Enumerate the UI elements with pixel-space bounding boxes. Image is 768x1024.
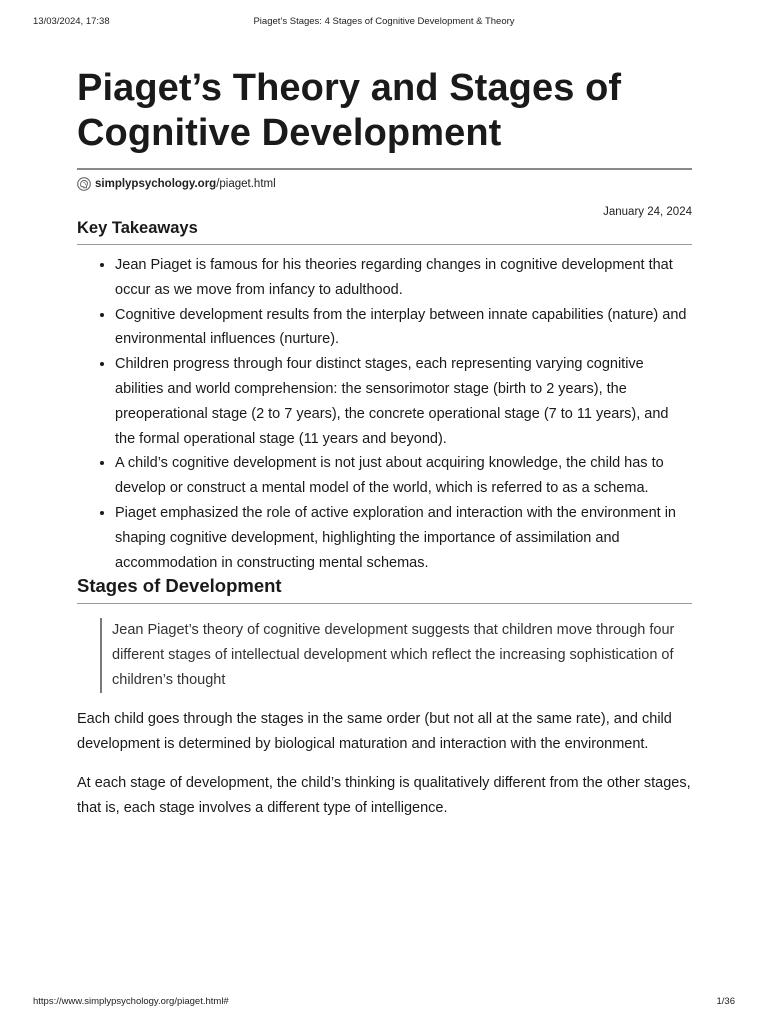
list-item: • Cognitive development results from the interplay between innate capabilities (nature) and environmental influences (nurture). bbox=[115, 303, 692, 353]
article-title: Piaget’s Theory and Stages of Cognitive Development bbox=[77, 67, 622, 154]
print-page-title: Piaget’s Stages: 4 Stages of Cognitive Development & Theory bbox=[253, 16, 515, 27]
brain-icon bbox=[77, 177, 91, 191]
key-takeaways-divider bbox=[77, 244, 692, 245]
list-item: • Children progress through four distinct stages, each representing varying cognitive abilities and world comprehension: the sensorimotor stage (birth to 2 years), the preoperational stage (2 to 7 years), the concrete operational stage (7 to 11 years), and the formal operational stage (11 years and beyond). bbox=[115, 352, 692, 451]
stages-quote: Jean Piaget’s theory of cognitive development suggests that children move through four different stages of intellectual development which reflect the increasing sophistication of children’s thought bbox=[100, 618, 692, 693]
list-item: • Jean Piaget is famous for his theories regarding changes in cognitive development that occur as we move from infancy to adulthood. bbox=[115, 253, 692, 303]
source-domain[interactable]: simplypsychology.org bbox=[95, 178, 217, 190]
print-footer bbox=[33, 996, 735, 1010]
print-header bbox=[33, 16, 735, 30]
publish-date: January 24, 2024 bbox=[603, 206, 692, 218]
stages-divider bbox=[77, 603, 692, 604]
paragraph: Each child goes through the stages in the same order (but not all at the same rate), and child development is determined by biological maturation and interaction with the environment. bbox=[77, 711, 672, 753]
key-takeaways-list bbox=[77, 253, 692, 575]
list-item: • A child’s cognitive development is not just about acquiring knowledge, the child has to develop or construct a mental model of the world, which is referred to as a schema. bbox=[115, 451, 692, 501]
print-datetime: 13/03/2024, 17:38 bbox=[33, 16, 110, 27]
paragraph: At each stage of development, the child’s thinking is qualitatively different from the other stages, that is, each stage involves a different type of intelligence. bbox=[77, 775, 691, 817]
source-link[interactable] bbox=[77, 175, 692, 193]
article bbox=[77, 66, 692, 821]
title-divider bbox=[77, 168, 692, 170]
key-takeaways-heading: Key Takeaways bbox=[77, 219, 198, 237]
source-path[interactable]: /piaget.html bbox=[216, 178, 276, 190]
stages-heading: Stages of Development bbox=[77, 575, 282, 597]
print-url[interactable]: https://www.simplypsychology.org/piaget.html# bbox=[33, 996, 229, 1007]
list-item: • Piaget emphasized the role of active exploration and interaction with the environment in shaping cognitive development, highlighting the importance of assimilation and accommodation in constructing mental schemas. bbox=[115, 501, 692, 575]
page-number: 1/36 bbox=[716, 996, 735, 1007]
